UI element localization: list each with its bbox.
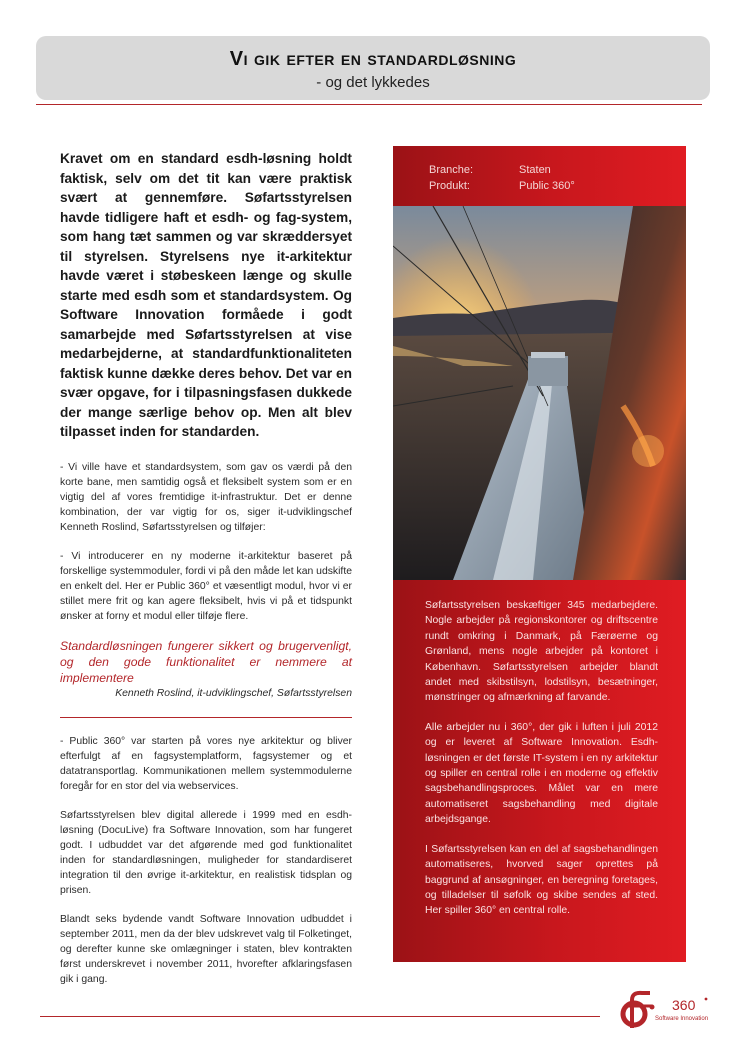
meta-row-branche xyxy=(429,162,575,178)
meta-value: Public 360° xyxy=(519,180,575,192)
body-paragraph: - Vi introducerer en ny moderne it-arkitektur baseret på forskellige systemmoduler, fordi vi på den måde let kan udskifte en enkelt del. Her er Public 360° et væsentligt modul, hvor vi er stillet mere frit og kan agere fleksibelt, hvis vi på et tidspunkt ønsker at forny et modul eller tilføje flere. xyxy=(60,550,352,622)
meta-row-produkt xyxy=(429,178,575,194)
sidebar-panel xyxy=(393,146,686,962)
quote-attribution: Kenneth Roslind, it-udviklingschef, Søfartsstyrelsen xyxy=(115,687,352,699)
sidebar-paragraph: Søfartsstyrelsen beskæftiger 345 medarbejdere. Nogle arbejder på regionskontorer og driftscentre rundt omkring i Danmark, på Færøerne og Grønland, mens nogle arbejder på kontoret i København. Søfartsstyrelsen arbejder blandt andet med skibstilsyn, lodstilsyn, besætninger, mønstringer og afmærkning af farvande. xyxy=(425,600,658,704)
logo-tagline: Software Innovation xyxy=(655,1016,709,1022)
sidebar-text xyxy=(425,598,658,933)
header-divider xyxy=(36,104,702,105)
meta-key: Branche: xyxy=(429,164,474,176)
body-paragraph: Søfartsstyrelsen blev digital allerede i 1999 med en esdh-løsning (DocuLive) fra Software Innovation, som har fungeret godt. I udbuddet var det afgørende med god funktionalitet inden for standardløsningen, muligheder for standardiseret integration til den øvrige it-arkitektur, en realistisk tidsplan og prisen. xyxy=(60,809,352,896)
sailboat-sunset-photo xyxy=(393,206,686,580)
quote-divider xyxy=(60,717,352,718)
sidebar-paragraph: Alle arbejder nu i 360°, der gik i luften i juli 2012 og er leveret af Software Innovation. Esdh-løsningen er det første IT-system i en ny arkitektur og spiller en central rolle i en moderne og effektiv sagsbehandlingsproces. Målet var en mere automatiseret sagsbehandling med digitale arbejdsgange. xyxy=(425,721,658,826)
sidebar-paragraph: I Søfartsstyrelsen kan en del af sagsbehandlingen automatiseres, hvorved sager oprettes på baggrund af ansøgninger, en beregning foretages, og tilladelser til søfolk og skibe sendes af sted. Her spiller 360° en central rolle. xyxy=(425,843,658,917)
page-title: Vi gik efter en standardløsning xyxy=(229,48,517,70)
header-banner xyxy=(36,36,710,100)
footer-divider xyxy=(40,1016,600,1017)
page-subtitle: - og det lykkedes xyxy=(316,74,430,91)
meta-value: Staten xyxy=(519,164,551,176)
body-paragraph: - Vi ville have et standardsystem, som gav os værdi på den korte bane, men samtidig også et fleksibelt system som er en vigtig del af vores fremtidige it-infrastruktur. Det er denne kombination, der var vigtig for os, siger it-udviklingschef Kenneth Roslind, Søfartsstyrelsen og tilføjer: xyxy=(60,461,352,533)
logo-number: 360 xyxy=(672,997,696,1013)
sidebar-meta xyxy=(429,162,575,194)
pull-quote: Standardløsningen fungerer sikkert og brugervenligt, og den gode funktionalitet er nemmere at implementere xyxy=(60,638,352,685)
meta-key: Produkt: xyxy=(429,180,470,192)
body-paragraph: Blandt seks bydende vandt Software Innovation udbuddet i september 2011, men da der blev udskrevet valg til Folketinget, og derefter kunne ske omlægninger i staten, blev kontrakten først underskrevet i november 2011, hvorefter afklaringsfasen gik i gang. xyxy=(60,913,352,985)
lead-paragraph: Kravet om en standard esdh-løsning holdt faktisk, selv om det tit kan være praktisk svært at gennemføre. Søfartsstyrelsen havde tidligere haft et esdh- og fag-system, som hang tæt sammen og var skræddersyet til styrelsen. Styrelsens nye it-arkitektur havde været i støbeskeen længe og skulle starte med esdh som et standardsystem. Og Software Innovation formåede i godt samarbejde med Søfartsstyrelsen at vise medarbejderne, at standardfunktionaliteten faktisk kunne dække deres behov. Det var en svær opgave, for i tilpasningsfasen dukkede der mange særlige behov op. Men alt blev tilpasset inden for standarden. xyxy=(60,151,352,439)
body-paragraph: - Public 360° var starten på vores nye arkitektur og bliver efterfulgt af en fagsystemplatform, fagsystemer og et datatransportlag. Kommunikationen mellem systemmodulerne foregår for en stor del via webservices. xyxy=(60,735,352,792)
software-innovation-logo xyxy=(620,990,720,1030)
main-article xyxy=(60,149,352,1001)
